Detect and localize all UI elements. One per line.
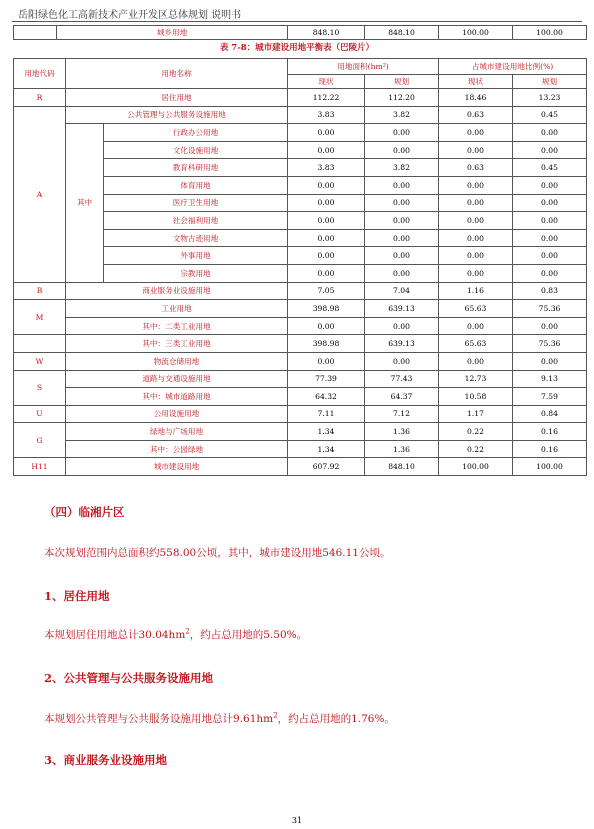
value-cell: 7.59 bbox=[513, 388, 587, 406]
continued-table-row bbox=[13, 25, 587, 40]
name-cell: 居住用地 bbox=[66, 89, 288, 107]
name-cell: 医疗卫生用地 bbox=[104, 194, 288, 212]
header-area: 用地面积(hm²) bbox=[288, 59, 439, 75]
name-cell: 公用设施用地 bbox=[66, 405, 288, 423]
value-cell: 0.00 bbox=[288, 247, 365, 265]
table-row bbox=[14, 89, 587, 107]
value-cell: 3.83 bbox=[288, 106, 365, 124]
value-cell: 3.82 bbox=[365, 159, 439, 177]
value-cell: 0.00 bbox=[365, 176, 439, 194]
value-cell: 65.63 bbox=[439, 300, 513, 318]
value-cell: 1.36 bbox=[365, 440, 439, 458]
table-row bbox=[14, 370, 587, 388]
table-row bbox=[14, 352, 587, 370]
value-cell: 7.11 bbox=[288, 405, 365, 423]
value-cell: 0.00 bbox=[365, 264, 439, 282]
paragraph-residential: 本规划居住用地总计$30.04hm^2$，约占总用地的5.50%。 bbox=[44, 627, 308, 641]
value-cell: 12.73 bbox=[439, 370, 513, 388]
code-cell: B bbox=[14, 282, 66, 300]
value-cell: 0.84 bbox=[513, 405, 587, 423]
value-cell: 3.82 bbox=[365, 106, 439, 124]
value-cell: 0.00 bbox=[513, 124, 587, 142]
value-cell: 0.00 bbox=[365, 194, 439, 212]
value-cell: 7.05 bbox=[288, 282, 365, 300]
value-cell: 77.39 bbox=[288, 370, 365, 388]
value-cell: 0.00 bbox=[439, 124, 513, 142]
value-cell: 398.98 bbox=[288, 335, 365, 353]
table-row bbox=[14, 282, 587, 300]
value-cell: 0.00 bbox=[439, 229, 513, 247]
value-cell: 0.00 bbox=[513, 141, 587, 159]
top-row-name: 城乡用地 bbox=[57, 26, 288, 40]
value-cell: 1.17 bbox=[439, 405, 513, 423]
name-cell: 城市建设用地 bbox=[66, 458, 288, 476]
value-cell: 64.32 bbox=[288, 388, 365, 406]
header-code: 用地代码 bbox=[14, 59, 66, 89]
header-ratio-current: 现状 bbox=[439, 75, 513, 89]
value-cell: 0.00 bbox=[439, 141, 513, 159]
table-row bbox=[14, 106, 587, 124]
name-cell: 其中：二类工业用地 bbox=[66, 317, 288, 335]
name-cell: 宗教用地 bbox=[104, 264, 288, 282]
value-cell: 0.22 bbox=[439, 440, 513, 458]
subheading-public-service: 2、公共管理与公共服务设施用地 bbox=[44, 671, 213, 685]
subheading-residential: 1、居住用地 bbox=[44, 589, 110, 603]
value-cell: 0.00 bbox=[288, 141, 365, 159]
name-cell: 体育用地 bbox=[104, 176, 288, 194]
code-cell: W bbox=[14, 352, 66, 370]
code-cell: M bbox=[14, 300, 66, 335]
value-cell: 398.98 bbox=[288, 300, 365, 318]
value-cell: 0.45 bbox=[513, 106, 587, 124]
code-cell: G bbox=[14, 423, 66, 458]
value-cell: 13.23 bbox=[513, 89, 587, 107]
value-cell: 0.22 bbox=[439, 423, 513, 441]
table-row bbox=[14, 335, 587, 353]
name-cell: 道路与交通设施用地 bbox=[66, 370, 288, 388]
value-cell: 0.00 bbox=[365, 229, 439, 247]
value-cell: 7.04 bbox=[365, 282, 439, 300]
document-header: 岳阳绿色化工高新技术产业开发区总体规划 说明书 bbox=[18, 10, 242, 21]
header-area-current: 现状 bbox=[288, 75, 365, 89]
value-cell: 0.00 bbox=[513, 264, 587, 282]
value-cell: 0.00 bbox=[439, 264, 513, 282]
paragraph-public-service: 本规划公共管理与公共服务设施用地总计$9.61hm^2$，约占总用地的1.76%。 bbox=[44, 711, 395, 725]
value-cell: 65.63 bbox=[439, 335, 513, 353]
value-cell: 75.36 bbox=[513, 300, 587, 318]
value-cell: 639.13 bbox=[365, 300, 439, 318]
value-cell: 100.00 bbox=[439, 458, 513, 476]
value-cell: 0.16 bbox=[513, 423, 587, 441]
value-cell: 18.46 bbox=[439, 89, 513, 107]
name-cell: 外事用地 bbox=[104, 247, 288, 265]
value-cell: 0.00 bbox=[439, 352, 513, 370]
header-ratio-planned: 规划 bbox=[513, 75, 587, 89]
value-cell: 0.00 bbox=[365, 352, 439, 370]
header-ratio: 占城市建设用地比例(%) bbox=[439, 59, 587, 75]
top-row-planned: 848.10 bbox=[365, 26, 439, 40]
value-cell: 0.00 bbox=[439, 194, 513, 212]
table-row bbox=[14, 440, 587, 458]
name-cell: 行政办公用地 bbox=[104, 124, 288, 142]
top-row-current: 848.10 bbox=[288, 26, 365, 40]
value-cell: 75.36 bbox=[513, 335, 587, 353]
name-cell: 其中：公园绿地 bbox=[66, 440, 288, 458]
value-cell: 100.00 bbox=[513, 458, 587, 476]
value-cell: 0.00 bbox=[288, 176, 365, 194]
value-cell: 0.00 bbox=[439, 176, 513, 194]
name-cell: 公共管理与公共服务设施用地 bbox=[66, 106, 288, 124]
section-title: （四）临湘片区 bbox=[44, 505, 125, 519]
value-cell: 639.13 bbox=[365, 335, 439, 353]
qizhong-cell: 其中 bbox=[66, 124, 104, 282]
value-cell: 0.00 bbox=[513, 229, 587, 247]
value-cell: 64.37 bbox=[365, 388, 439, 406]
name-cell: 绿地与广场用地 bbox=[66, 423, 288, 441]
name-cell: 社会福利用地 bbox=[104, 212, 288, 230]
top-row-pct-current: 100.00 bbox=[439, 26, 513, 40]
value-cell: 1.16 bbox=[439, 282, 513, 300]
value-cell: 3.83 bbox=[288, 159, 365, 177]
table-caption: 表 7-8：城市建设用地平衡表（巴陵片） bbox=[219, 43, 375, 53]
name-cell: 物流仓储用地 bbox=[66, 352, 288, 370]
value-cell: 0.00 bbox=[439, 317, 513, 335]
page-number: 31 bbox=[291, 816, 303, 825]
section-intro: 本次规划范围内总面积约558.00公顷，其中，城市建设用地546.11公顷。 bbox=[44, 547, 391, 559]
value-cell: 0.00 bbox=[513, 247, 587, 265]
table-row bbox=[14, 124, 587, 142]
value-cell: 112.20 bbox=[365, 89, 439, 107]
name-cell: 其中：城市道路用地 bbox=[66, 388, 288, 406]
value-cell: 0.00 bbox=[365, 124, 439, 142]
name-cell: 工业用地 bbox=[66, 300, 288, 318]
value-cell: 7.12 bbox=[365, 405, 439, 423]
value-cell: 0.00 bbox=[365, 212, 439, 230]
name-cell: 其中：三类工业用地 bbox=[66, 335, 288, 353]
table-row bbox=[14, 300, 587, 318]
value-cell: 0.63 bbox=[439, 159, 513, 177]
code-cell: S bbox=[14, 370, 66, 405]
code-cell: H11 bbox=[14, 458, 66, 476]
value-cell: 0.00 bbox=[513, 317, 587, 335]
table-row bbox=[14, 423, 587, 441]
value-cell: 0.00 bbox=[365, 141, 439, 159]
subheading-commercial: 3、商业服务业设施用地 bbox=[44, 753, 168, 767]
value-cell: 0.00 bbox=[288, 352, 365, 370]
value-cell: 0.00 bbox=[288, 194, 365, 212]
name-cell: 文化设施用地 bbox=[104, 141, 288, 159]
value-cell: 1.34 bbox=[288, 423, 365, 441]
value-cell: 0.00 bbox=[439, 212, 513, 230]
value-cell: 0.00 bbox=[439, 247, 513, 265]
value-cell: 10.58 bbox=[439, 388, 513, 406]
name-cell: 商业服务业设施用地 bbox=[66, 282, 288, 300]
value-cell: 0.00 bbox=[288, 124, 365, 142]
value-cell: 0.16 bbox=[513, 440, 587, 458]
value-cell: 0.63 bbox=[439, 106, 513, 124]
value-cell: 0.00 bbox=[513, 194, 587, 212]
table-row bbox=[14, 405, 587, 423]
value-cell: 0.00 bbox=[288, 212, 365, 230]
value-cell: 0.00 bbox=[288, 317, 365, 335]
table-row bbox=[14, 317, 587, 335]
value-cell: 0.83 bbox=[513, 282, 587, 300]
value-cell: 848.10 bbox=[365, 458, 439, 476]
value-cell: 0.00 bbox=[513, 352, 587, 370]
value-cell: 0.00 bbox=[365, 317, 439, 335]
value-cell: 9.13 bbox=[513, 370, 587, 388]
value-cell: 0.45 bbox=[513, 159, 587, 177]
value-cell: 112.22 bbox=[288, 89, 365, 107]
value-cell: 1.34 bbox=[288, 440, 365, 458]
header-rule bbox=[12, 21, 582, 22]
value-cell: 0.00 bbox=[513, 212, 587, 230]
name-cell: 教育科研用地 bbox=[104, 159, 288, 177]
table-row bbox=[14, 388, 587, 406]
header-name: 用地名称 bbox=[66, 59, 288, 89]
land-balance-table bbox=[13, 58, 587, 476]
code-cell: R bbox=[14, 89, 66, 107]
value-cell: 0.00 bbox=[288, 264, 365, 282]
code-cell: A bbox=[14, 106, 66, 282]
code-cell: U bbox=[14, 405, 66, 423]
header-area-planned: 规划 bbox=[365, 75, 439, 89]
value-cell: 77.43 bbox=[365, 370, 439, 388]
name-cell: 文物古迹用地 bbox=[104, 229, 288, 247]
table-row bbox=[14, 458, 587, 476]
value-cell: 0.00 bbox=[365, 247, 439, 265]
value-cell: 1.36 bbox=[365, 423, 439, 441]
top-row-pct-planned: 100.00 bbox=[513, 26, 587, 40]
value-cell: 0.00 bbox=[288, 229, 365, 247]
value-cell: 607.92 bbox=[288, 458, 365, 476]
value-cell: 0.00 bbox=[513, 176, 587, 194]
